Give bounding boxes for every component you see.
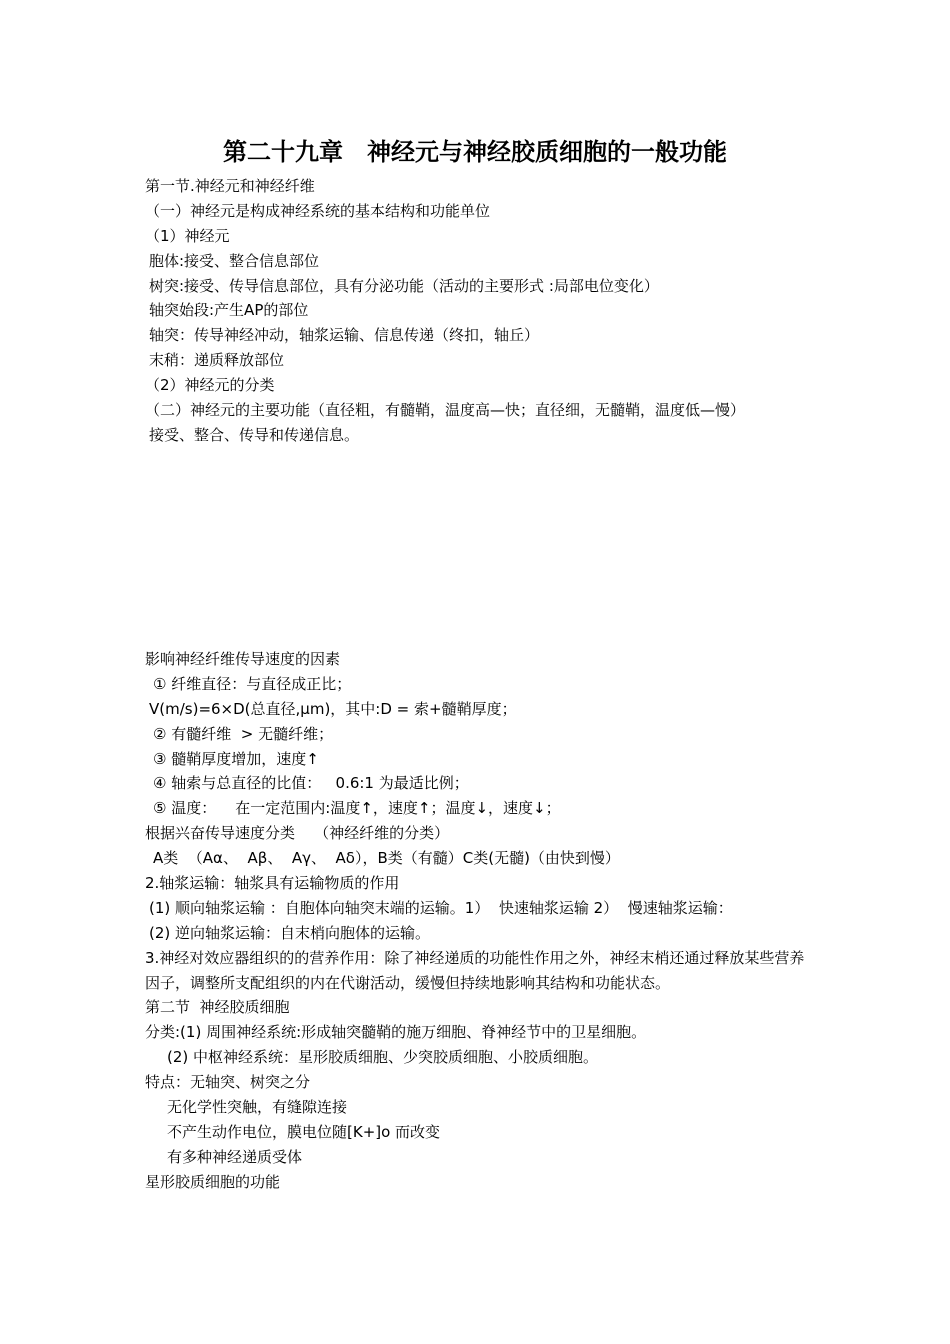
text-line: 不产生动作电位，膜电位随[K+]o 而改变 [167,1122,441,1141]
section-heading: 第一节.神经元和神经纤维 [145,177,315,195]
text-line: 根据兴奋传导速度分类 （神经纤维的分类） [145,824,450,843]
text-line: 无化学性突触，有缝隙连接 [167,1098,348,1116]
nerve-impulse-line [145,473,815,498]
feature-item [145,572,815,597]
feature-item [145,622,815,647]
text-line: ① 纤维直径：与直径成正比； [153,674,352,693]
text-line: 分类:(1) 周围神经系统:形成轴突髓鞘的施万细胞、脊神经节中的卫星细胞。 [145,1023,647,1042]
text-line: （1）神经元 [145,226,230,245]
text-line: 有多种神经递质受体 [167,1147,303,1166]
text-line: 影响神经纤维传导速度的因素 [145,649,341,668]
text-line: 星形胶质细胞的功能 [145,1172,281,1191]
text-line: （一）神经元是构成神经系统的基本结构和功能单位 [145,201,491,220]
feature-item [145,547,815,572]
local-current-line [145,498,815,523]
text-line: 树突:接受、传导信息部位，具有分泌功能（活动的主要形式 :局部电位变化） [149,276,659,295]
text-line: ④ 轴索与总直径的比值： 0.6:1 为最适比例； [153,774,469,793]
text-line: 末稍：递质释放部位 [149,351,285,370]
document-body [145,174,815,1195]
fiber-function-line [145,448,815,473]
text-line: 特点：无轴突、树突之分 [145,1073,311,1092]
text-line: 轴突：传导神经冲动，轴浆运输、信息传递（终扣，轴丘） [149,326,540,345]
text-line: (2) 逆向轴浆运输：自末梢向胞体的运输。 [149,923,431,942]
text-line: ② 有髓纤维 > 无髓纤维； [153,724,334,743]
text-line: ⑤ 温度： 在一定范围内:温度↑，速度↑；温度↓，速度↓； [153,799,561,818]
text-line: (1) 顺向轴浆运输 ：自胞体向轴突末端的运输。1） 快速轴浆运输 2） 慢速轴浆运输： [149,898,733,917]
feature-item [145,597,815,622]
text-line: （2）神经元的分类 [145,376,275,395]
text-line: 2.轴浆运输：轴浆具有运输物质的作用 [145,873,400,892]
chapter-title: 第二十九章 神经元与神经胶质细胞的一般功能 [223,138,727,166]
text-line: 胞体:接受、整合信息部位 [149,251,320,270]
text-line: ③ 髓鞘厚度增加，速度↑ [153,749,319,768]
text-paragraph: （二）神经元的主要功能（直径粗，有髓鞘，温度高—快；直径细，无髓鞘，温度低—慢） [145,401,746,420]
text-line: 接受、整合、传导和传递信息。 [149,425,360,444]
text-line: (2) 中枢神经系统：星形胶质细胞、少突胶质细胞、小胶质细胞。 [167,1048,599,1067]
text-line: A类 （Aα、 Aβ、 Aγ、 Aδ），B类（有髓）C类(无髓)（由快到慢） [153,849,620,868]
features-heading [145,522,815,547]
text-paragraph: 3.神经对效应器组织的的营养作用：除了神经递质的功能性作用之外，神经末梢还通过释放某些营养因子，调整所支配组织的内在代谢活动，缓慢但持续地影响其结构和功能状态。 [145,948,805,992]
formula-line: V(m/s)=6×D(总直径,μm)，其中:D = 索+髓鞘厚度； [149,699,517,718]
text-line: 轴突始段:产生AP的部位 [149,301,309,320]
section-heading: 第二节 神经胶质细胞 [145,998,290,1017]
